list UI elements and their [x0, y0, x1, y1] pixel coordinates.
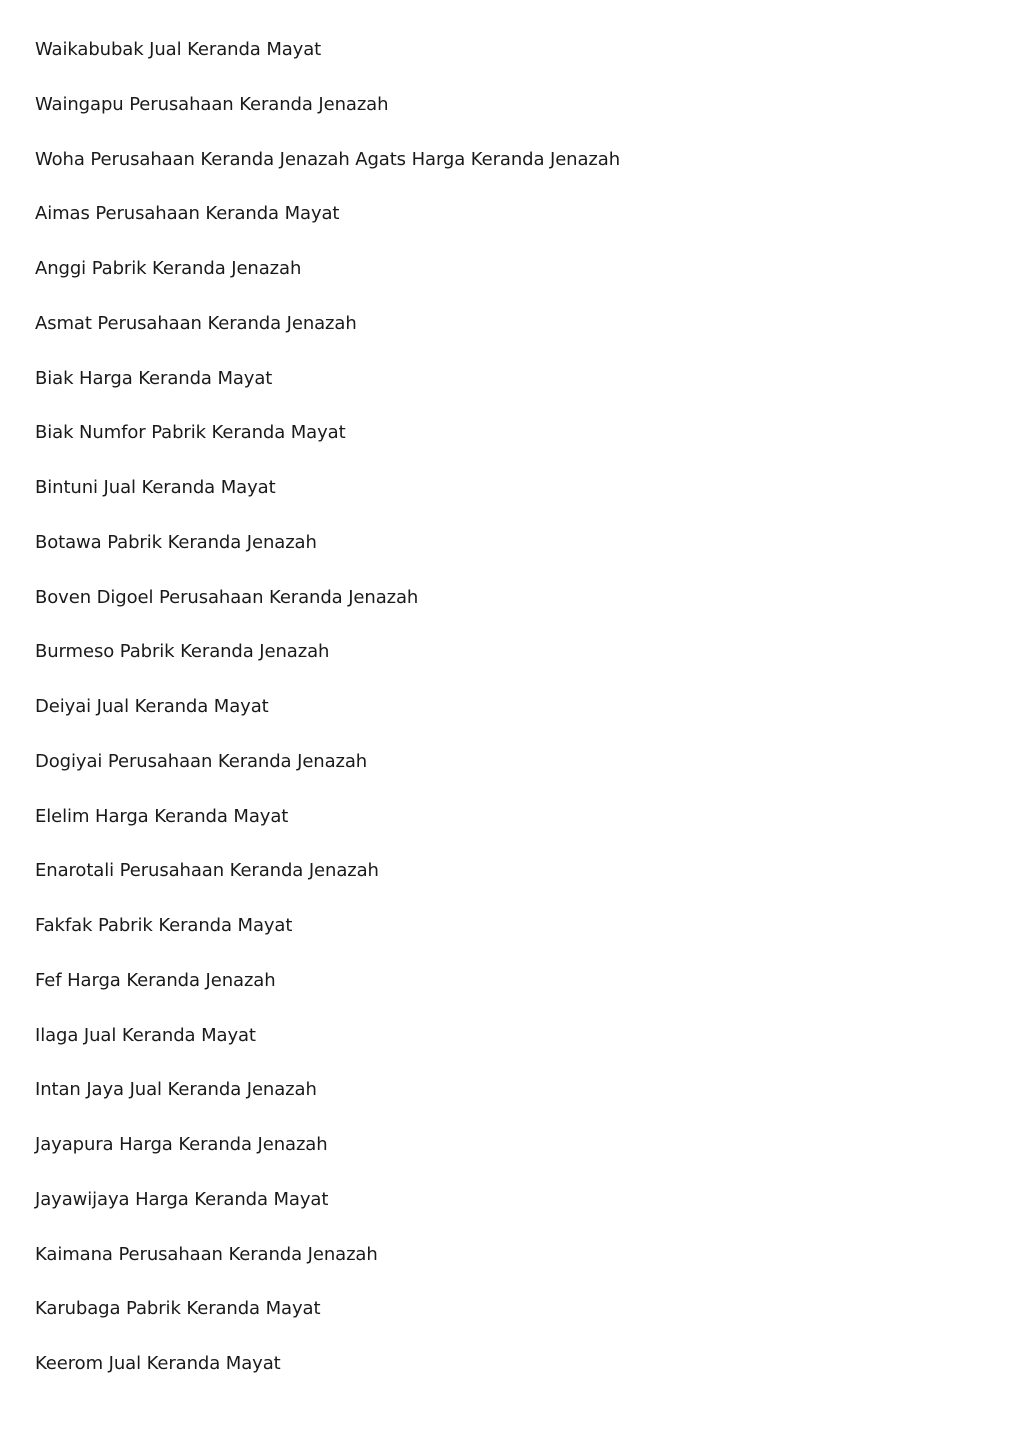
list-item: Enarotali Perusahaan Keranda Jenazah [35, 860, 379, 882]
list-item: Anggi Pabrik Keranda Jenazah [35, 258, 302, 279]
list-item: Woha Perusahaan Keranda Jenazah Agats Harga Keranda Jenazah [35, 148, 621, 170]
list-item: Keerom Jual Keranda Mayat [35, 1353, 281, 1374]
list-item: Jayawijaya Harga Keranda Mayat [35, 1188, 329, 1210]
list-item: Kaimana Perusahaan Keranda Jenazah [35, 1243, 378, 1265]
list-item: Fef Harga Keranda Jenazah [35, 969, 276, 991]
list-item: Asmat Perusahaan Keranda Jenazah [35, 312, 357, 334]
list-item: Fakfak Pabrik Keranda Mayat [35, 915, 293, 936]
list-item: Karubaga Pabrik Keranda Mayat [35, 1298, 321, 1320]
list-item: Biak Harga Keranda Mayat [35, 367, 273, 389]
list-item: Jayapura Harga Keranda Jenazah [35, 1134, 328, 1155]
list-item: Intan Jaya Jual Keranda Jenazah [35, 1079, 317, 1101]
list-item: Aimas Perusahaan Keranda Mayat [35, 203, 340, 225]
list-item: Elelim Harga Keranda Mayat [35, 805, 289, 827]
list-item: Deiyai Jual Keranda Mayat [35, 696, 269, 717]
list-item: Waikabubak Jual Keranda Mayat [35, 39, 322, 60]
list-item: Biak Numfor Pabrik Keranda Mayat [35, 422, 346, 444]
list-item: Burmeso Pabrik Keranda Jenazah [35, 641, 330, 663]
list-item: Ilaga Jual Keranda Mayat [35, 1024, 256, 1046]
list-item: Dogiyai Perusahaan Keranda Jenazah [35, 750, 368, 772]
list-item: Waingapu Perusahaan Keranda Jenazah [35, 93, 389, 115]
list-item: Boven Digoel Perusahaan Keranda Jenazah [35, 586, 419, 608]
keyword-list [35, 36, 935, 1405]
list-item: Bintuni Jual Keranda Mayat [35, 477, 276, 498]
list-item: Botawa Pabrik Keranda Jenazah [35, 531, 317, 553]
